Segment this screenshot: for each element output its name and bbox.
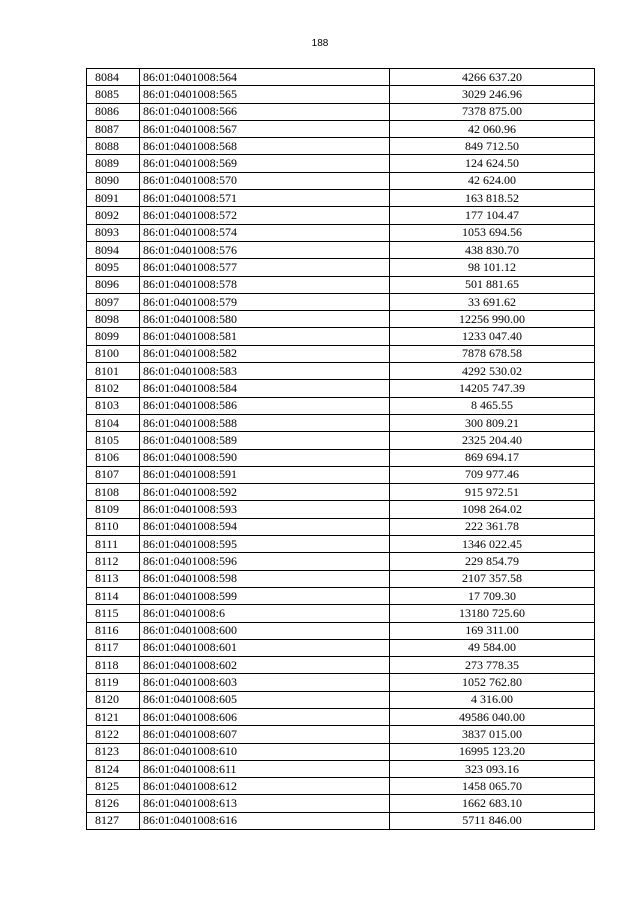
row-number: 8105	[87, 432, 140, 449]
cadastral-value: 4292 530.02	[390, 363, 595, 380]
cadastral-number: 86:01:0401008:602	[140, 657, 390, 674]
row-number: 8094	[87, 241, 140, 258]
cadastral-number: 86:01:0401008:584	[140, 380, 390, 397]
table-row	[87, 691, 595, 708]
table-row	[87, 466, 595, 483]
cadastral-value: 2325 204.40	[390, 432, 595, 449]
cadastral-number: 86:01:0401008:567	[140, 120, 390, 137]
table-row	[87, 69, 595, 86]
table-row	[87, 138, 595, 155]
table-row	[87, 622, 595, 639]
cadastral-number: 86:01:0401008:6	[140, 605, 390, 622]
cadastral-number: 86:01:0401008:572	[140, 207, 390, 224]
row-number: 8086	[87, 103, 140, 120]
table-row	[87, 743, 595, 760]
row-number: 8110	[87, 518, 140, 535]
cadastral-number: 86:01:0401008:579	[140, 293, 390, 310]
table-row	[87, 795, 595, 812]
cadastral-number: 86:01:0401008:596	[140, 553, 390, 570]
row-number: 8111	[87, 536, 140, 553]
table-row	[87, 760, 595, 777]
cadastral-number: 86:01:0401008:603	[140, 674, 390, 691]
cadastral-value: 1233 047.40	[390, 328, 595, 345]
cadastral-number: 86:01:0401008:574	[140, 224, 390, 241]
cadastral-number: 86:01:0401008:578	[140, 276, 390, 293]
table-row	[87, 241, 595, 258]
cadastral-value: 915 972.51	[390, 484, 595, 501]
cadastral-number: 86:01:0401008:577	[140, 259, 390, 276]
table-row	[87, 276, 595, 293]
row-number: 8114	[87, 587, 140, 604]
cadastral-value: 16995 123.20	[390, 743, 595, 760]
table-row	[87, 155, 595, 172]
cadastral-value: 4266 637.20	[390, 69, 595, 86]
cadastral-value: 709 977.46	[390, 466, 595, 483]
row-number: 8121	[87, 708, 140, 725]
table-row	[87, 708, 595, 725]
table-row	[87, 120, 595, 137]
cadastral-value: 1052 762.80	[390, 674, 595, 691]
cadastral-value: 1053 694.56	[390, 224, 595, 241]
row-number: 8097	[87, 293, 140, 310]
row-number: 8095	[87, 259, 140, 276]
row-number: 8115	[87, 605, 140, 622]
row-number: 8099	[87, 328, 140, 345]
row-number: 8119	[87, 674, 140, 691]
table-row	[87, 345, 595, 362]
cadastral-value: 222 361.78	[390, 518, 595, 535]
cadastral-number: 86:01:0401008:591	[140, 466, 390, 483]
table-row	[87, 657, 595, 674]
table-row	[87, 536, 595, 553]
cadastral-value: 13180 725.60	[390, 605, 595, 622]
table-row	[87, 674, 595, 691]
cadastral-number: 86:01:0401008:589	[140, 432, 390, 449]
table-row	[87, 414, 595, 431]
table-row	[87, 812, 595, 829]
cadastral-number: 86:01:0401008:570	[140, 172, 390, 189]
table-row	[87, 726, 595, 743]
table-row	[87, 778, 595, 795]
cadastral-value: 849 712.50	[390, 138, 595, 155]
cadastral-value: 323 093.16	[390, 760, 595, 777]
table-row	[87, 501, 595, 518]
row-number: 8093	[87, 224, 140, 241]
row-number: 8102	[87, 380, 140, 397]
row-number: 8118	[87, 657, 140, 674]
row-number: 8100	[87, 345, 140, 362]
row-number: 8125	[87, 778, 140, 795]
cadastral-value: 49 584.00	[390, 639, 595, 656]
page-number: 188	[311, 38, 329, 49]
row-number: 8117	[87, 639, 140, 656]
cadastral-number: 86:01:0401008:590	[140, 449, 390, 466]
row-number: 8084	[87, 69, 140, 86]
table-row	[87, 103, 595, 120]
cadastral-number: 86:01:0401008:571	[140, 190, 390, 207]
cadastral-number: 86:01:0401008:593	[140, 501, 390, 518]
row-number: 8122	[87, 726, 140, 743]
cadastral-number: 86:01:0401008:613	[140, 795, 390, 812]
row-number: 8124	[87, 760, 140, 777]
cadastral-number: 86:01:0401008:565	[140, 86, 390, 103]
cadastral-number: 86:01:0401008:607	[140, 726, 390, 743]
row-number: 8089	[87, 155, 140, 172]
cadastral-number: 86:01:0401008:581	[140, 328, 390, 345]
row-number: 8088	[87, 138, 140, 155]
cadastral-number: 86:01:0401008:592	[140, 484, 390, 501]
table-row	[87, 86, 595, 103]
table-row	[87, 311, 595, 328]
cadastral-number: 86:01:0401008:580	[140, 311, 390, 328]
cadastral-number: 86:01:0401008:612	[140, 778, 390, 795]
row-number: 8092	[87, 207, 140, 224]
row-number: 8090	[87, 172, 140, 189]
table-row	[87, 363, 595, 380]
table-row	[87, 605, 595, 622]
table-row	[87, 587, 595, 604]
table-row	[87, 259, 595, 276]
row-number: 8127	[87, 812, 140, 829]
cadastral-value: 33 691.62	[390, 293, 595, 310]
cadastral-value: 124 624.50	[390, 155, 595, 172]
table-row	[87, 190, 595, 207]
cadastral-number: 86:01:0401008:576	[140, 241, 390, 258]
table-row	[87, 639, 595, 656]
cadastral-value: 5711 846.00	[390, 812, 595, 829]
cadastral-value: 1098 264.02	[390, 501, 595, 518]
table-row	[87, 172, 595, 189]
row-number: 8085	[87, 86, 140, 103]
cadastral-value: 869 694.17	[390, 449, 595, 466]
table-row	[87, 224, 595, 241]
row-number: 8107	[87, 466, 140, 483]
table-row	[87, 449, 595, 466]
cadastral-number: 86:01:0401008:582	[140, 345, 390, 362]
row-number: 8116	[87, 622, 140, 639]
row-number: 8108	[87, 484, 140, 501]
cadastral-number: 86:01:0401008:595	[140, 536, 390, 553]
table-row	[87, 293, 595, 310]
cadastral-number: 86:01:0401008:605	[140, 691, 390, 708]
cadastral-number: 86:01:0401008:616	[140, 812, 390, 829]
cadastral-number: 86:01:0401008:583	[140, 363, 390, 380]
cadastral-value: 177 104.47	[390, 207, 595, 224]
table-row	[87, 397, 595, 414]
row-number: 8120	[87, 691, 140, 708]
cadastral-number: 86:01:0401008:564	[140, 69, 390, 86]
cadastral-value: 7878 678.58	[390, 345, 595, 362]
cadastral-value: 1458 065.70	[390, 778, 595, 795]
cadastral-number: 86:01:0401008:586	[140, 397, 390, 414]
cadastral-value: 1662 683.10	[390, 795, 595, 812]
cadastral-value: 163 818.52	[390, 190, 595, 207]
cadastral-number: 86:01:0401008:598	[140, 570, 390, 587]
cadastral-value: 273 778.35	[390, 657, 595, 674]
table-body	[87, 69, 595, 830]
cadastral-number: 86:01:0401008:569	[140, 155, 390, 172]
cadastral-value: 3837 015.00	[390, 726, 595, 743]
cadastral-value: 4 316.00	[390, 691, 595, 708]
row-number: 8126	[87, 795, 140, 812]
row-number: 8104	[87, 414, 140, 431]
cadastral-value: 98 101.12	[390, 259, 595, 276]
table-row	[87, 484, 595, 501]
cadastral-value: 17 709.30	[390, 587, 595, 604]
cadastral-value: 300 809.21	[390, 414, 595, 431]
cadastral-number: 86:01:0401008:601	[140, 639, 390, 656]
table-row	[87, 380, 595, 397]
cadastral-value: 3029 246.96	[390, 86, 595, 103]
cadastral-value: 42 624.00	[390, 172, 595, 189]
row-number: 8101	[87, 363, 140, 380]
cadastral-number: 86:01:0401008:611	[140, 760, 390, 777]
table-row	[87, 328, 595, 345]
row-number: 8109	[87, 501, 140, 518]
table-row	[87, 553, 595, 570]
cadastral-value-table	[86, 68, 595, 830]
cadastral-value: 169 311.00	[390, 622, 595, 639]
cadastral-number: 86:01:0401008:566	[140, 103, 390, 120]
cadastral-number: 86:01:0401008:568	[140, 138, 390, 155]
cadastral-number: 86:01:0401008:599	[140, 587, 390, 604]
cadastral-value: 14205 747.39	[390, 380, 595, 397]
row-number: 8123	[87, 743, 140, 760]
table-row	[87, 432, 595, 449]
table-row	[87, 207, 595, 224]
row-number: 8098	[87, 311, 140, 328]
cadastral-number: 86:01:0401008:606	[140, 708, 390, 725]
cadastral-number: 86:01:0401008:588	[140, 414, 390, 431]
cadastral-value: 7378 875.00	[390, 103, 595, 120]
cadastral-value: 229 854.79	[390, 553, 595, 570]
cadastral-value: 1346 022.45	[390, 536, 595, 553]
cadastral-value: 438 830.70	[390, 241, 595, 258]
cadastral-number: 86:01:0401008:600	[140, 622, 390, 639]
table-row	[87, 518, 595, 535]
cadastral-number: 86:01:0401008:610	[140, 743, 390, 760]
table-row	[87, 570, 595, 587]
row-number: 8087	[87, 120, 140, 137]
row-number: 8103	[87, 397, 140, 414]
cadastral-number: 86:01:0401008:594	[140, 518, 390, 535]
row-number: 8113	[87, 570, 140, 587]
cadastral-value: 49586 040.00	[390, 708, 595, 725]
cadastral-value: 8 465.55	[390, 397, 595, 414]
row-number: 8112	[87, 553, 140, 570]
cadastral-value: 12256 990.00	[390, 311, 595, 328]
row-number: 8096	[87, 276, 140, 293]
row-number: 8106	[87, 449, 140, 466]
cadastral-value: 42 060.96	[390, 120, 595, 137]
cadastral-value: 501 881.65	[390, 276, 595, 293]
cadastral-value: 2107 357.58	[390, 570, 595, 587]
row-number: 8091	[87, 190, 140, 207]
